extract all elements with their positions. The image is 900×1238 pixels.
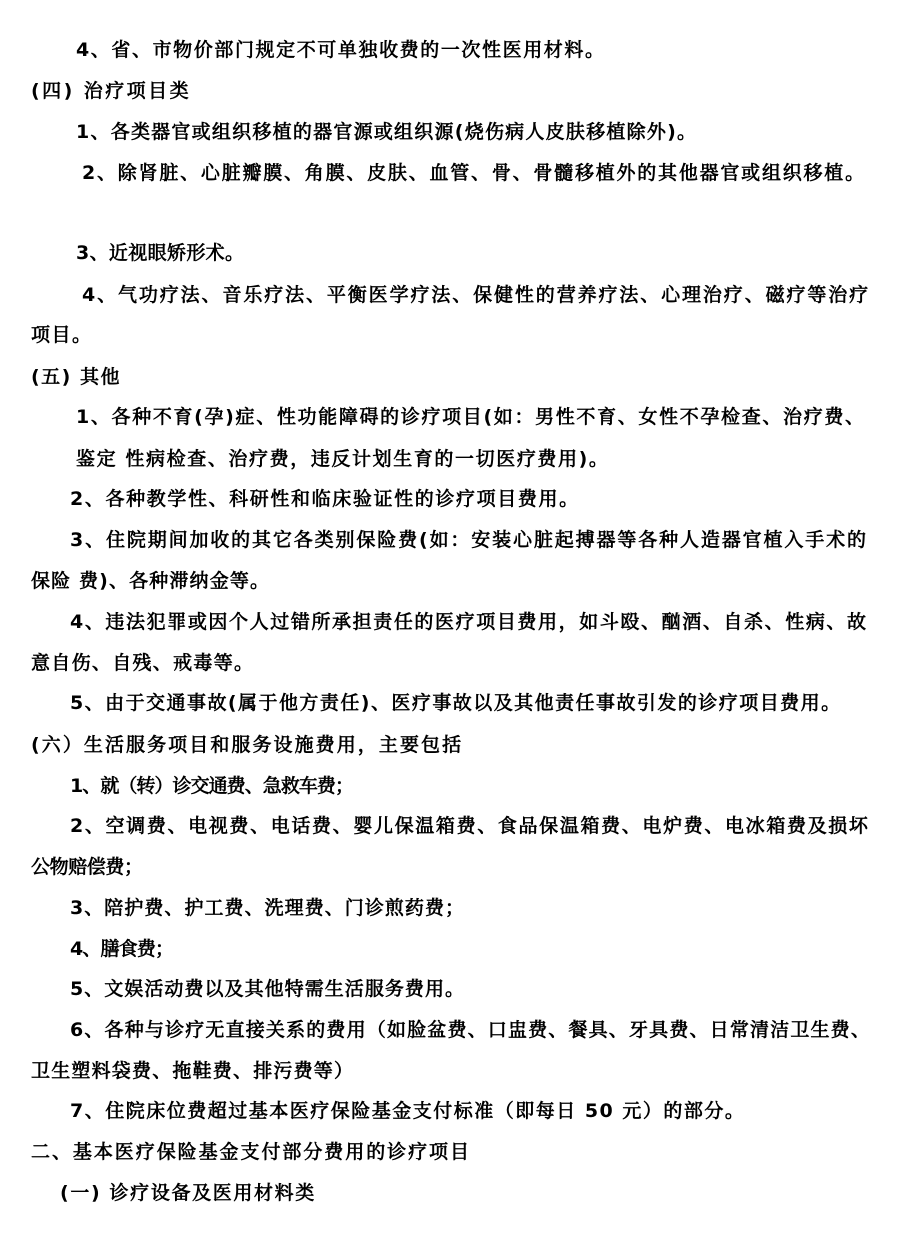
text-line: 3、近视眼矫形术。 [76, 242, 245, 264]
text-line: 5、文娱活动费以及其他特需生活服务费用。 [70, 978, 466, 1000]
text-line: 4、气功疗法、音乐疗法、平衡医学疗法、保健性的营养疗法、心理治疗、磁疗等治疗 [82, 284, 871, 306]
text-line: 公物赔偿费； [31, 856, 143, 878]
section-heading: (一) 诊疗设备及医用材料类 [60, 1182, 316, 1204]
text-line: 6、各种与诊疗无直接关系的费用（如脸盆费、口盅费、餐具、牙具费、日常清洁卫生费、 [70, 1019, 872, 1041]
text-line: 3、陪护费、护工费、洗理费、门诊煎药费； [70, 897, 466, 919]
text-line: 2、除肾脏、心脏瓣膜、角膜、皮肤、血管、骨、骨髓移植外的其他器官或组织移植。 [82, 162, 866, 184]
text-line: 卫生塑料袋费、拖鞋费、排污费等） [31, 1060, 355, 1082]
text-line: 保险 费)、各种滞纳金等。 [31, 570, 271, 592]
text-line: 1、各种不育(孕)症、性功能障碍的诊疗项目(如：男性不育、女性不孕检查、治疗费、 [76, 406, 866, 428]
section-heading: (五) 其他 [31, 366, 121, 388]
text-line: 4、违法犯罪或因个人过错所承担责任的医疗项目费用，如斗殴、酗酒、自杀、性病、故 [70, 611, 868, 633]
text-line: 1、各类器官或组织移植的器官源或组织源(烧伤病人皮肤移植除外)。 [76, 121, 698, 143]
text-line: 鉴定 性病检查、治疗费，违反计划生育的一切医疗费用)。 [76, 448, 610, 470]
text-line: 项目。 [31, 324, 93, 346]
text-line: 2、各种教学性、科研性和临床验证性的诊疗项目费用。 [70, 488, 580, 510]
text-line: 意自伤、自残、戒毒等。 [31, 652, 255, 674]
text-line: 1、就（转）诊交通费、急救车费； [70, 775, 354, 797]
text-line: 4、省、市物价部门规定不可单独收费的一次性医用材料。 [76, 39, 606, 61]
text-line: 2、空调费、电视费、电话费、婴儿保温箱费、食品保温箱费、电炉费、电冰箱费及损坏 [70, 815, 870, 837]
text-line: 4、膳食费； [70, 938, 174, 960]
text-line: 7、住院床位费超过基本医疗保险基金支付标准（即每日 50 元）的部分。 [70, 1100, 746, 1122]
section-heading: (六）生活服务项目和服务设施费用，主要包括 [31, 734, 464, 756]
text-line: 3、住院期间加收的其它各类别保险费(如：安装心脏起搏器等各种人造器官植入手术的 [70, 529, 868, 551]
text-line: 5、由于交通事故(属于他方责任)、医疗事故以及其他责任事故引发的诊疗项目费用。 [70, 692, 842, 714]
section-heading: 二、基本医疗保险基金支付部分费用的诊疗项目 [31, 1141, 471, 1163]
section-heading: (四) 治疗项目类 [31, 80, 192, 102]
